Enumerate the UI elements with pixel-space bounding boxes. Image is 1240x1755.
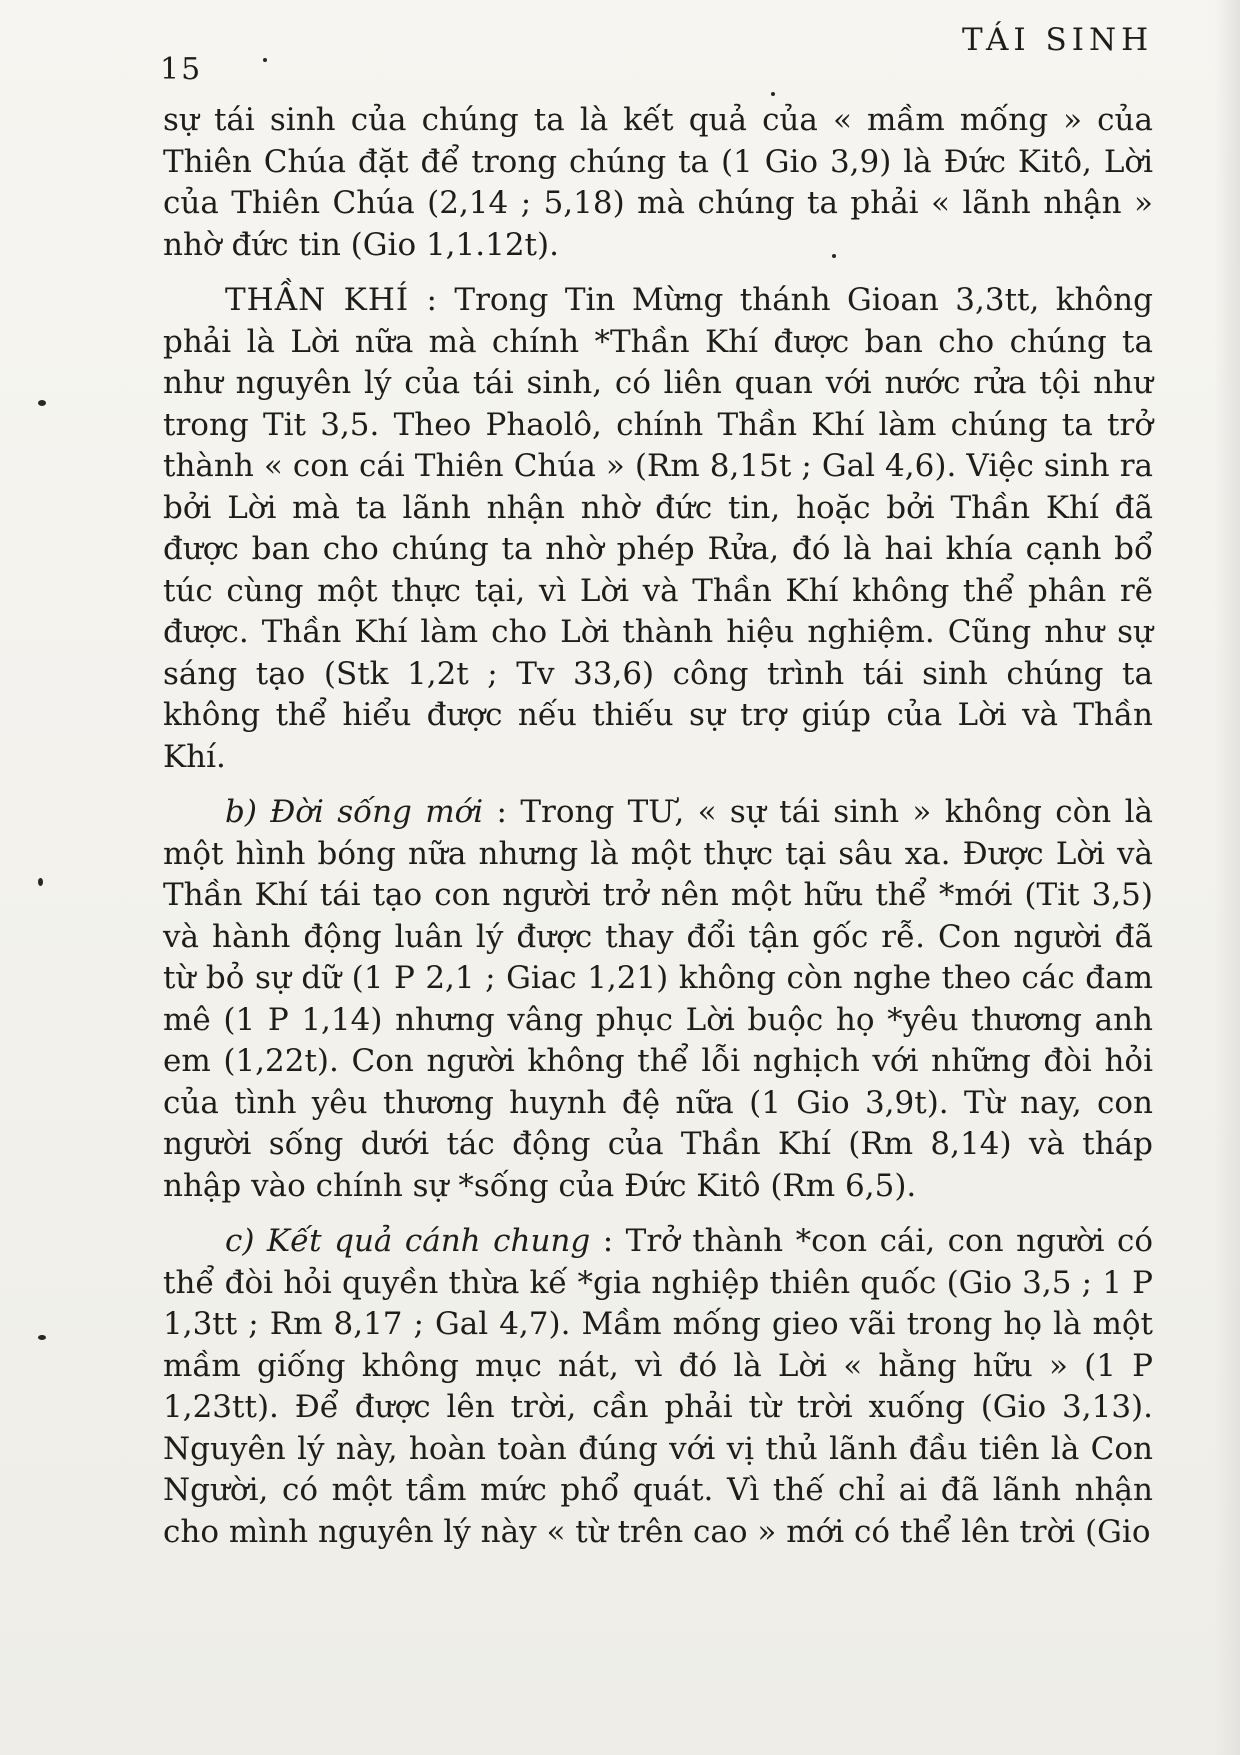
margin-speck [38, 878, 43, 886]
page-edge-shadow [1214, 0, 1240, 1755]
running-head: TÁI SINH [962, 22, 1154, 58]
page-speck [263, 58, 267, 62]
than-khi-heading: THẦN KHÍ : [225, 282, 438, 318]
page-number: 15 [160, 52, 203, 87]
ket-qua-lead: c) Kết quả cánh chung [225, 1223, 591, 1259]
doi-song-moi-lead: b) Đời sống mới [225, 794, 484, 830]
doi-song-moi-paragraph [163, 792, 1153, 1207]
than-khi-text: Trong Tin Mừng thánh Gioan 3,3tt, không phải là Lời nữa mà chính *Thần Khí được ban cho chúng ta như nguyên lý của tái sinh, có liên quan với nước rửa tội như trong Tit 3,5. Theo Phaolô, chính Thần Khí làm chúng ta trở thành « con cái Thiên Chúa » (Rm 8,15t ; Gal 4,6). Việc sinh ra bởi Lời mà ta lãnh nhận nhờ đức tin, hoặc bởi Thần Khí đã được ban cho chúng ta nhờ phép Rửa, đó là hai khía cạnh bổ túc cùng một thực tại, vì Lời và Thần Khí không thể phân rẽ được. Thần Khí làm cho Lời thành hiệu nghiệm. Cũng như sự sáng tạo (Stk 1,2t ; Tv 33,6) công trình tái sinh chúng ta không thể hiểu được nếu thiếu sự trợ giúp của Lời và Thần Khí. [163, 282, 1153, 775]
ket-qua-paragraph [163, 1221, 1153, 1553]
intro-paragraph: sự tái sinh của chúng ta là kết quả của « mầm mống » của Thiên Chúa đặt để trong chúng ta (1 Gio 3,9) là Đức Kitô, Lời của Thiên Chúa (2,14 ; 5,18) mà chúng ta phải « lãnh nhận » nhờ đức tin (Gio 1,1.12t). [163, 102, 1153, 263]
than-khi-paragraph [163, 280, 1153, 778]
body-text [163, 100, 1153, 1553]
page-speck [771, 92, 775, 96]
ket-qua-text: : Trở thành *con cái, con người có thể đòi hỏi quyền thừa kế *gia nghiệp thiên quốc (Gio 3,5 ; 1 P 1,3tt ; Rm 8,17 ; Gal 4,7). Mầm mống gieo vãi trong họ là một mầm giống không mục nát, vì đó là Lời « hằng hữu » (1 P 1,23tt). Để được lên trời, cần phải từ trời xuống (Gio 3,13). Nguyên lý này, hoàn toàn đúng với vị thủ lãnh đầu tiên là Con Người, có một tầm mức phổ quát. Vì thế chỉ ai đã lãnh nhận cho mình nguyên lý này « từ trên cao » mới có thể lên trời (Gio [163, 1223, 1153, 1550]
margin-speck [38, 400, 46, 406]
doi-song-moi-text: : Trong TƯ, « sự tái sinh » không còn là một hình bóng nữa nhưng là một thực tại sâu xa. Được Lời và Thần Khí tái tạo con người trở nên một hữu thể *mới (Tit 3,5) và hành động luân lý được thay đổi tận gốc rễ. Con người đã từ bỏ sự dữ (1 P 2,1 ; Giac 1,21) không còn nghe theo các đam mê (1 P 1,14) nhưng vâng phục Lời buộc họ *yêu thương anh em (1,22t). Con người không thể lỗi nghịch với những đòi hỏi của tình yêu thương huynh đệ nữa (1 Gio 3,9t). Từ nay, con người sống dưới tác động của Thần Khí (Rm 8,14) và tháp nhập vào chính sự *sống của Đức Kitô (Rm 6,5). [163, 794, 1153, 1204]
margin-speck [38, 1335, 46, 1340]
